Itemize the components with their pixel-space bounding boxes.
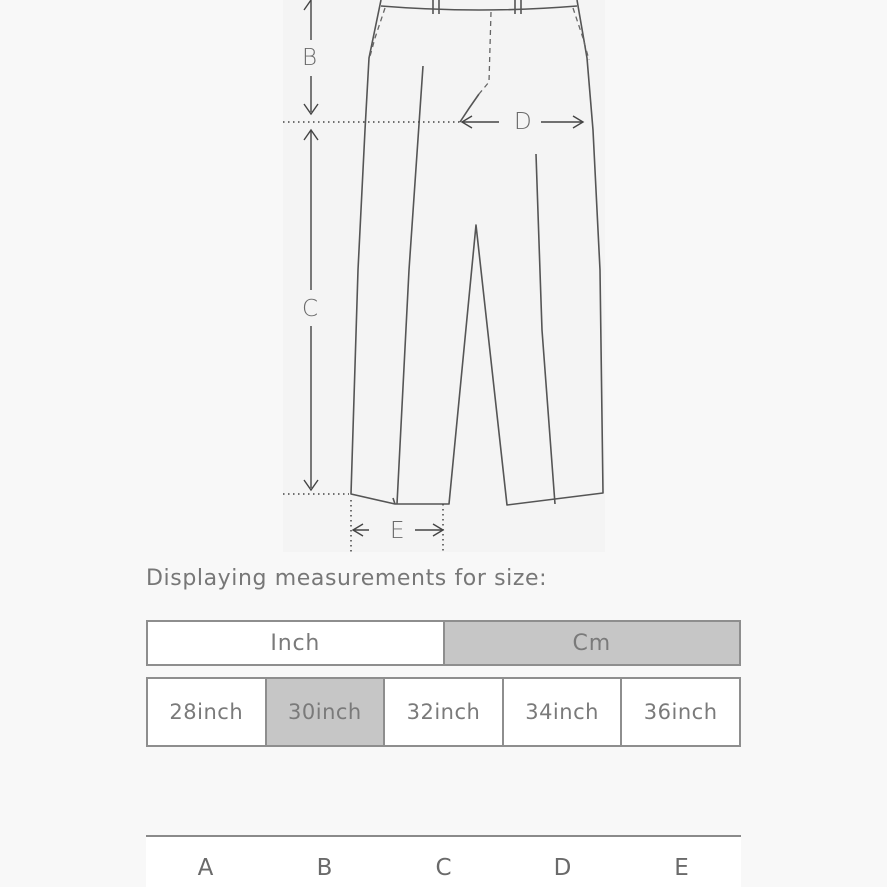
dimension-label-b: B (302, 45, 318, 71)
dimension-label-e: E (390, 518, 405, 544)
column-header-e: E (674, 855, 689, 881)
column-header-b: B (316, 855, 333, 881)
size-36inch-button[interactable]: 36inch (622, 677, 741, 747)
size-34inch-button[interactable]: 34inch (504, 677, 623, 747)
unit-toggle (146, 620, 741, 666)
trousers-illustration (283, 0, 605, 552)
column-header-d: D (553, 855, 572, 881)
size-32inch-button[interactable]: 32inch (385, 677, 504, 747)
measurement-table-header (146, 837, 741, 887)
unit-cm-button[interactable]: Cm (445, 620, 742, 666)
trousers-measurement-diagram (283, 0, 605, 552)
size-28inch-button[interactable]: 28inch (146, 677, 267, 747)
size-selector (146, 677, 741, 747)
column-header-a: A (197, 855, 214, 881)
unit-inch-button[interactable]: Inch (146, 620, 445, 666)
size-30inch-button[interactable]: 30inch (267, 677, 386, 747)
size-caption: Displaying measurements for size: (146, 566, 548, 591)
dimension-label-c: C (302, 296, 319, 322)
column-header-c: C (435, 855, 452, 881)
dimension-label-d: D (514, 109, 532, 135)
